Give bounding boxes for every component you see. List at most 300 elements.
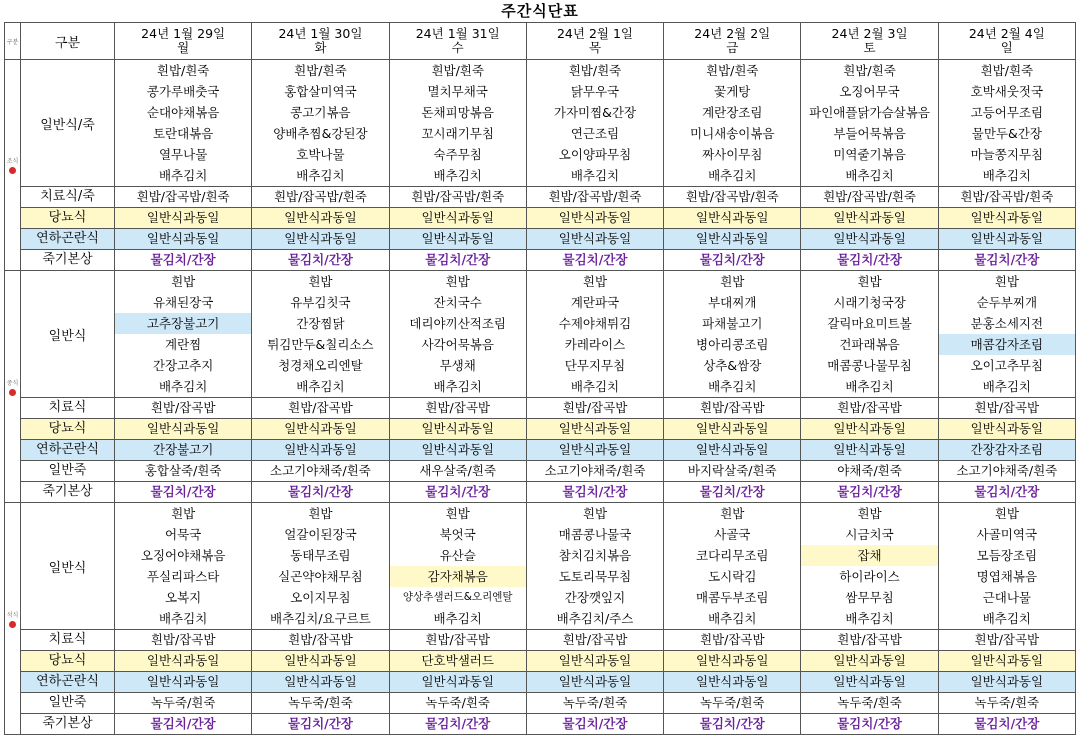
menu-item: 유산슬: [439, 548, 476, 563]
diet-row: [5, 398, 1076, 419]
diet-cell: 물김치/간장: [664, 482, 801, 503]
diet-cell: 일반식과동일: [938, 229, 1075, 250]
diet-cell: 바지락살죽/흰죽: [664, 461, 801, 482]
menu-item: 배추김치: [296, 168, 345, 183]
menu-item: 토란대볶음: [152, 126, 214, 141]
diet-cell: 물김치/간장: [938, 482, 1075, 503]
menu-item: 사골미역국: [976, 527, 1038, 542]
diet-label: 연하곤란식: [21, 229, 115, 250]
diet-cell: 일반식과동일: [664, 229, 801, 250]
menu-item: 배추김치: [158, 611, 208, 626]
diet-cell: 일반식과동일: [526, 440, 663, 461]
menu-cell: [115, 271, 252, 398]
diet-cell: 흰밥/잡곡밥/흰죽: [938, 187, 1075, 208]
page-title: 주간식단표: [501, 2, 579, 20]
day-of-week: 월: [177, 40, 190, 55]
menu-item: 흰밥: [308, 506, 333, 521]
diet-cell: 일반식과동일: [801, 419, 938, 440]
menu-item: 배추김치: [158, 168, 208, 183]
menu-item: 흰밥: [582, 506, 608, 521]
menu-item: 부대찌개: [708, 295, 757, 310]
diet-row: [5, 229, 1076, 250]
menu-item: 동태무조림: [290, 548, 351, 563]
day-header: [115, 23, 252, 60]
menu-item: 흰밥: [308, 274, 333, 289]
menu-item: 양배추찜&강된장: [273, 126, 368, 141]
menu-item: 병아리콩조림: [696, 337, 769, 352]
diet-cell: 일반식과동일: [252, 651, 389, 672]
menu-cell: [801, 503, 938, 630]
menu-item: 튀김만두&칠리소스: [267, 337, 374, 352]
menu-item: 고등어무조림: [970, 105, 1044, 120]
menu-item: 도시락김: [708, 569, 757, 584]
menu-item: 간장고추지: [152, 358, 214, 373]
diet-cell: 간장불고기: [115, 440, 252, 461]
day-date: 24년 2월 1일: [556, 26, 633, 41]
diet-cell: 흰밥/잡곡밥: [115, 630, 252, 651]
day-date: 24년 1월 30일: [278, 26, 363, 41]
menu-item: 열무나물: [158, 147, 208, 162]
menu-item: 청경채오리엔탈: [278, 358, 363, 373]
menu-item: 상추&쌈장: [703, 358, 762, 373]
diet-cell: 물김치/간장: [526, 482, 663, 503]
diet-cell: 흰밥/잡곡밥/흰죽: [115, 187, 252, 208]
diet-cell: 흰밥/잡곡밥/흰죽: [801, 187, 938, 208]
day-of-week: 목: [588, 40, 602, 55]
menu-item: 배추김치: [708, 379, 757, 394]
day-of-week: 화: [314, 40, 327, 55]
menu-item: 오징어야채볶음: [140, 548, 226, 563]
diet-row: [5, 208, 1076, 229]
diet-cell: 일반식과동일: [115, 651, 252, 672]
diet-row: [5, 672, 1076, 693]
menu-item: 분홍소세지전: [970, 316, 1044, 331]
day-date: 24년 2월 4일: [968, 26, 1045, 41]
menu-item: 매콤콩나물무침: [827, 358, 912, 373]
menu-cell: [664, 271, 801, 398]
diet-cell: 물김치/간장: [938, 250, 1075, 271]
diet-label: 죽기본상: [21, 714, 115, 735]
day-date: 24년 1월 29일: [141, 26, 226, 41]
diet-cell: 일반식과동일: [252, 440, 389, 461]
diet-cell: 물김치/간장: [115, 482, 252, 503]
menu-cell: [389, 271, 526, 398]
diet-cell: 소고기야채죽/흰죽: [938, 461, 1075, 482]
diet-cell: 흰밥/잡곡밥: [938, 398, 1075, 419]
diet-cell: 일반식과동일: [664, 419, 801, 440]
diet-label: 치료식: [21, 398, 115, 419]
diet-label: 치료식: [21, 630, 115, 651]
diet-row: [5, 440, 1076, 461]
diet-cell: 일반식과동일: [664, 672, 801, 693]
diet-cell: 소고기야채죽/흰죽: [526, 461, 663, 482]
diet-cell: 일반식과동일: [389, 419, 526, 440]
menu-item: 흰밥/흰죽: [568, 63, 622, 78]
diet-row: [5, 630, 1076, 651]
diet-cell: 물김치/간장: [526, 250, 663, 271]
menu-item: 하이라이스: [839, 569, 900, 584]
menu-item: 흰밥/흰죽: [294, 63, 347, 78]
menu-item: 사각어묵볶음: [421, 337, 494, 352]
menu-item: 갈릭마요미트볼: [827, 316, 912, 331]
diet-cell: 일반식과동일: [526, 672, 663, 693]
day-header: [938, 23, 1075, 60]
menu-item: 배추김치: [158, 379, 208, 394]
menu-cell: [526, 60, 663, 187]
day-date: 24년 1월 31일: [415, 26, 500, 41]
diet-cell: 물김치/간장: [389, 250, 526, 271]
menu-item: 시금치국: [845, 527, 894, 542]
diet-row: [5, 419, 1076, 440]
diet-row: [5, 461, 1076, 482]
menu-item: 시래기청국장: [833, 295, 906, 310]
menu-item: 사골국: [714, 527, 751, 542]
dinner-main-row: [5, 503, 1076, 630]
diet-cell: 야채죽/흰죽: [801, 461, 938, 482]
diet-row: [5, 250, 1076, 271]
diet-cell: 일반식과동일: [526, 208, 663, 229]
menu-item: 배추김치: [433, 168, 482, 183]
menu-item: 얼갈이된장국: [284, 527, 357, 542]
menu-item: 흰밥: [582, 274, 608, 289]
diet-cell: 흰밥/잡곡밥/흰죽: [526, 187, 663, 208]
menu-item: 배추김치: [433, 611, 482, 626]
diet-cell: 일반식과동일: [801, 440, 938, 461]
diet-cell: 간장감자조림: [938, 440, 1075, 461]
menu-cell: [115, 503, 252, 630]
diet-row: [5, 651, 1076, 672]
diet-cell: 물김치/간장: [664, 250, 801, 271]
diet-cell: 일반식과동일: [664, 208, 801, 229]
diet-cell: 물김치/간장: [801, 250, 938, 271]
menu-item: 양상추샐러드&오리엔탈: [402, 591, 513, 603]
menu-item: 도토리묵무침: [558, 569, 632, 584]
diet-cell: 일반식과동일: [115, 229, 252, 250]
menu-item: 참치김치볶음: [558, 548, 632, 563]
meal-name: 석식: [6, 611, 19, 619]
menu-cell: [664, 503, 801, 630]
diet-cell: 일반식과동일: [389, 440, 526, 461]
day-header: [664, 23, 801, 60]
diet-row: [5, 482, 1076, 503]
menu-cell: [526, 271, 663, 398]
menu-item: 파인애플닭가슴살볶음: [809, 105, 930, 120]
menu-cell: [526, 503, 663, 630]
day-of-week: 토: [863, 40, 876, 55]
diet-cell: 물김치/간장: [389, 714, 526, 735]
menu-item: 오복지: [165, 590, 202, 605]
diet-cell: 일반식과동일: [115, 419, 252, 440]
menu-item: 실곤약야채무침: [278, 569, 363, 584]
menu-item: 흰밥: [171, 506, 196, 521]
diet-cell: 일반식과동일: [801, 672, 938, 693]
diet-cell: 일반식과동일: [115, 672, 252, 693]
day-of-week: 금: [726, 40, 739, 55]
menu-item: 배추김치: [708, 611, 757, 626]
menu-item: 흰밥/흰죽: [431, 63, 484, 78]
meal-name: 조식: [6, 158, 19, 165]
diet-cell: 물김치/간장: [938, 714, 1075, 735]
menu-item: 콩고기볶음: [290, 105, 351, 120]
diet-cell: 물김치/간장: [252, 250, 389, 271]
menu-item: 짜사이무침: [702, 147, 763, 162]
menu-item: 흰밥/흰죽: [706, 63, 759, 78]
menu-cell: [115, 60, 252, 187]
menu-item: 잡채: [801, 545, 937, 566]
menu-item: 배추김치: [845, 611, 894, 626]
menu-item: 닭무우국: [570, 84, 620, 99]
diet-cell: 물김치/간장: [664, 714, 801, 735]
menu-item: 배추김치: [845, 168, 894, 183]
diet-cell: 흰밥/잡곡밥/흰죽: [252, 187, 389, 208]
diet-label: 일반죽: [21, 461, 115, 482]
diet-cell: 단호박샐러드: [389, 651, 526, 672]
menu-item: 감자채볶음: [390, 566, 526, 587]
category-label: 일반식/죽: [21, 60, 115, 187]
menu-item: 배추김치: [982, 168, 1031, 183]
menu-item: 미역줄기볶음: [833, 147, 906, 162]
diet-cell: 일반식과동일: [526, 229, 663, 250]
day-header: [389, 23, 526, 60]
diet-cell: 일반식과동일: [938, 208, 1075, 229]
menu-item: 흰밥/흰죽: [843, 63, 896, 78]
menu-cell: [252, 503, 389, 630]
diet-cell: 흰밥/잡곡밥: [389, 398, 526, 419]
menu-item: 잔치국수: [433, 295, 482, 310]
menu-item: 푸실리파스타: [146, 569, 220, 584]
menu-item: 어묵국: [165, 527, 202, 542]
diet-cell: 물김치/간장: [115, 714, 252, 735]
menu-cell: [252, 60, 389, 187]
category-label: 일반식: [21, 503, 115, 630]
menu-item: 콩가루배춧국: [146, 84, 220, 99]
diet-cell: 물김치/간장: [389, 482, 526, 503]
diet-row: [5, 693, 1076, 714]
menu-item: 명엽채볶음: [976, 569, 1038, 584]
day-header: [801, 23, 938, 60]
diet-cell: 일반식과동일: [252, 229, 389, 250]
diet-cell: 녹두죽/흰죽: [252, 693, 389, 714]
diet-cell: 흰밥/잡곡밥: [526, 630, 663, 651]
diet-cell: 흰밥/잡곡밥: [938, 630, 1075, 651]
menu-item: 홍합살미역국: [284, 84, 357, 99]
diet-cell: 일반식과동일: [664, 651, 801, 672]
menu-item: 흰밥: [994, 506, 1019, 521]
day-header: [252, 23, 389, 60]
diet-cell: 녹두죽/흰죽: [526, 693, 663, 714]
marker-icon: [9, 621, 16, 628]
marker-icon: [9, 389, 16, 396]
diet-cell: 일반식과동일: [664, 440, 801, 461]
menu-item: 북엇국: [439, 527, 476, 542]
menu-item: 간장찜닭: [296, 316, 345, 331]
diet-cell: 물김치/간장: [801, 482, 938, 503]
diet-cell: 새우살죽/흰죽: [389, 461, 526, 482]
diet-label: 연하곤란식: [21, 672, 115, 693]
menu-cell: [938, 503, 1075, 630]
meal-marker-header: 구분: [5, 23, 21, 60]
menu-item: 마늘쫑지무침: [970, 147, 1044, 162]
category-label: 일반식: [21, 271, 115, 398]
menu-item: 간장깻잎지: [564, 590, 626, 605]
diet-cell: 홍합살죽/흰죽: [115, 461, 252, 482]
menu-item: 계란찜: [165, 337, 202, 352]
menu-item: 데리야끼산적조림: [409, 316, 506, 331]
menu-item: 돈채피망볶음: [421, 105, 494, 120]
diet-cell: 녹두죽/흰죽: [801, 693, 938, 714]
day-header: [526, 23, 663, 60]
menu-item: 파채불고기: [702, 316, 763, 331]
menu-item: 모듬장조림: [976, 548, 1038, 563]
diet-label: 연하곤란식: [21, 440, 115, 461]
day-date: 24년 2월 3일: [831, 26, 908, 41]
diet-label: 당뇨식: [21, 419, 115, 440]
lunch-meal-label: [5, 271, 21, 503]
menu-item: 코다리무조림: [696, 548, 769, 563]
menu-cell: [252, 271, 389, 398]
menu-item: 수제야채튀김: [558, 316, 632, 331]
diet-cell: 일반식과동일: [389, 672, 526, 693]
diet-cell: 일반식과동일: [938, 672, 1075, 693]
diet-cell: 일반식과동일: [252, 208, 389, 229]
diet-cell: 물김치/간장: [252, 714, 389, 735]
diet-label: 죽기본상: [21, 482, 115, 503]
diet-row: [5, 714, 1076, 735]
diet-cell: 일반식과동일: [801, 208, 938, 229]
meal-name: 중식: [6, 379, 19, 387]
menu-item: 배추김치: [296, 379, 345, 394]
menu-item: 흰밥: [720, 274, 745, 289]
menu-item: 흰밥: [445, 506, 470, 521]
day-of-week: 일: [1000, 40, 1013, 55]
diet-label: 당뇨식: [21, 651, 115, 672]
menu-item: 매콤두부조림: [696, 590, 769, 605]
menu-item: 연근조림: [570, 126, 620, 141]
diet-cell: 일반식과동일: [526, 651, 663, 672]
menu-item: 배추김치: [708, 168, 757, 183]
diet-cell: 물김치/간장: [526, 714, 663, 735]
menu-item: 흰밥/흰죽: [980, 63, 1034, 78]
menu-item: 부들어묵볶음: [833, 126, 906, 141]
diet-cell: 흰밥/잡곡밥: [664, 630, 801, 651]
menu-item: 흰밥: [857, 506, 882, 521]
menu-item: 가자미찜&간장: [553, 105, 637, 120]
header-row: [5, 23, 1076, 60]
diet-cell: 일반식과동일: [938, 651, 1075, 672]
menu-item: 미니새송이볶음: [690, 126, 775, 141]
menu-item: 흰밥/흰죽: [156, 63, 210, 78]
menu-item: 무생채: [439, 358, 476, 373]
menu-item: 흰밥: [445, 274, 470, 289]
diet-cell: 녹두죽/흰죽: [389, 693, 526, 714]
menu-item: 배추김치: [845, 379, 894, 394]
menu-item: 꼬시래기무침: [421, 126, 494, 141]
menu-item: 오이고추무침: [970, 358, 1044, 373]
marker-icon: [9, 167, 16, 174]
menu-item: 배추김치: [982, 611, 1031, 626]
menu-item: 호박새웃젓국: [970, 84, 1044, 99]
day-date: 24년 2월 2일: [694, 26, 771, 41]
diet-cell: 일반식과동일: [389, 208, 526, 229]
diet-cell: 일반식과동일: [801, 229, 938, 250]
menu-item: 유부김칫국: [290, 295, 351, 310]
breakfast-main-row: [5, 60, 1076, 187]
day-of-week: 수: [451, 40, 464, 55]
menu-item: 오이지무침: [290, 590, 351, 605]
menu-item: 배추김치: [433, 379, 482, 394]
menu-item: 순두부찌개: [976, 295, 1038, 310]
diet-cell: 일반식과동일: [938, 419, 1075, 440]
diet-cell: 일반식과동일: [389, 229, 526, 250]
diet-cell: 물김치/간장: [801, 714, 938, 735]
menu-cell: [664, 60, 801, 187]
breakfast-meal-label: [5, 60, 21, 271]
diet-label: 일반죽: [21, 693, 115, 714]
diet-cell: 일반식과동일: [252, 419, 389, 440]
menu-item: 매콤감자조림: [939, 334, 1075, 355]
diet-cell: 일반식과동일: [801, 651, 938, 672]
menu-item: 오징어무국: [839, 84, 900, 99]
category-header: 구분: [21, 23, 115, 60]
menu-item: 꽃게탕: [714, 84, 751, 99]
diet-cell: 흰밥/잡곡밥: [801, 398, 938, 419]
menu-item: 흰밥: [171, 274, 196, 289]
diet-cell: 소고기야채죽/흰죽: [252, 461, 389, 482]
diet-label: 당뇨식: [21, 208, 115, 229]
menu-item: 매콤콩나물국: [558, 527, 632, 542]
menu-item: 숙주무침: [433, 147, 482, 162]
diet-cell: 일반식과동일: [526, 419, 663, 440]
menu-cell: [801, 60, 938, 187]
diet-cell: 물김치/간장: [252, 482, 389, 503]
menu-item: 오이양파무침: [558, 147, 632, 162]
diet-label: 치료식/죽: [21, 187, 115, 208]
menu-item: 배추김치/주스: [556, 611, 634, 626]
menu-cell: [801, 271, 938, 398]
menu-item: 배추김치: [570, 168, 620, 183]
menu-item: 물만두&간장: [971, 126, 1042, 141]
menu-item: 고추장불고기: [115, 313, 251, 334]
lunch-main-row: [5, 271, 1076, 398]
menu-cell: [938, 271, 1075, 398]
menu-item: 배추김치: [982, 379, 1031, 394]
menu-item: 건파래볶음: [839, 337, 900, 352]
menu-table: [4, 22, 1076, 735]
diet-cell: 녹두죽/흰죽: [938, 693, 1075, 714]
diet-cell: 흰밥/잡곡밥: [664, 398, 801, 419]
menu-cell: [938, 60, 1075, 187]
menu-item: 흰밥: [720, 506, 745, 521]
menu-item: 유채된장국: [152, 295, 214, 310]
menu-item: 계란장조림: [702, 105, 763, 120]
diet-cell: 흰밥/잡곡밥: [115, 398, 252, 419]
diet-cell: 흰밥/잡곡밥: [526, 398, 663, 419]
menu-cell: [389, 60, 526, 187]
menu-item: 카레라이스: [564, 337, 626, 352]
diet-cell: 물김치/간장: [115, 250, 252, 271]
menu-item: 호박나물: [296, 147, 345, 162]
diet-cell: 흰밥/잡곡밥: [801, 630, 938, 651]
diet-cell: 흰밥/잡곡밥/흰죽: [664, 187, 801, 208]
menu-item: 순대야채볶음: [146, 105, 220, 120]
menu-item: 멸치무채국: [427, 84, 488, 99]
diet-cell: 녹두죽/흰죽: [115, 693, 252, 714]
diet-cell: 흰밥/잡곡밥: [389, 630, 526, 651]
menu-item: 배추김치: [570, 379, 620, 394]
diet-label: 죽기본상: [21, 250, 115, 271]
menu-item: 쌈무무침: [845, 590, 894, 605]
diet-cell: 녹두죽/흰죽: [664, 693, 801, 714]
